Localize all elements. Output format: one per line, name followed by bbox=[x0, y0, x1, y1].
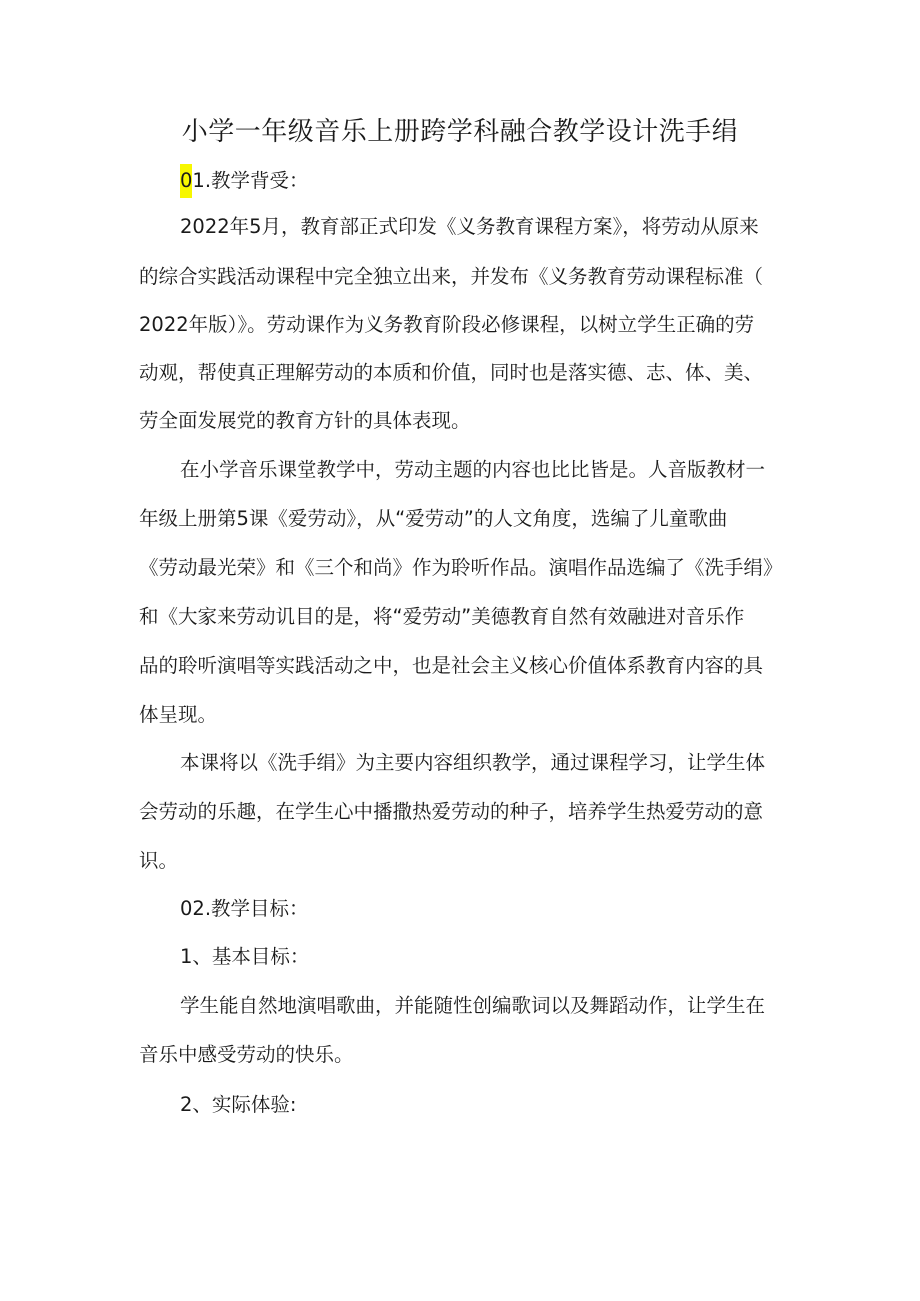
highlight-mark: 0 bbox=[180, 164, 192, 198]
heading-number: 1. bbox=[192, 169, 212, 192]
heading-text: 教学背受： bbox=[211, 169, 309, 192]
paragraph-line: 音乐中感受劳动的快乐。 bbox=[139, 1043, 354, 1066]
paragraph-line: 和《大家来劳动讥目的是，将“爱劳动”美德教育自然有效融进对音乐作 bbox=[139, 605, 745, 628]
paragraph-line: 年级上册第5课《爱劳动》，从“爱劳动”的人文角度，选编了儿童歌曲 bbox=[139, 507, 728, 530]
paragraph-line: 本课将以《洗手绢》为主要内容组织教学，通过课程学习，让学生体 bbox=[180, 751, 766, 774]
paragraph-line: 2022年版）》。劳动课作为义务教育阶段必修课程，以树立学生正确的劳 bbox=[139, 313, 755, 336]
paragraph-line: 会劳动的乐趣，在学生心中播撒热爱劳动的种子，培养学生热爱劳动的意 bbox=[139, 800, 764, 823]
paragraph-line: 品的聆听演唱等实践活动之中，也是社会主义核心价值体系教育内容的具 bbox=[139, 654, 764, 677]
subsection-heading: 1、基本目标： bbox=[180, 945, 310, 968]
paragraph-line: 2022年5月，教育部正式印发《义务教育课程方案》，将劳动从原来 bbox=[180, 215, 759, 238]
paragraph-line: 体呈现。 bbox=[139, 703, 218, 726]
paragraph-line: 的综合实践活动课程中完全独立出来，并发布《义务教育劳动课程标准（ bbox=[139, 265, 764, 288]
paragraph-line: 识。 bbox=[139, 849, 179, 872]
section-heading-01 bbox=[180, 166, 309, 196]
section-heading-02: 02.教学目标： bbox=[180, 897, 309, 920]
subsection-heading: 2、实际体验: bbox=[180, 1093, 297, 1116]
paragraph-line: 《劳动最光荣》和《三个和尚》作为聆听作品。演唱作品选编了《洗手绢》 bbox=[139, 556, 783, 579]
paragraph-line: 劳全面发展党的教育方针的具体表现。 bbox=[139, 409, 471, 432]
paragraph-line: 在小学音乐课堂教学中，劳动主题的内容也比比皆是。人音版教材一 bbox=[180, 458, 766, 481]
paragraph-line: 学生能自然地演唱歌曲，并能随性创编歌词以及舞蹈动作，让学生在 bbox=[180, 994, 766, 1017]
document-title: 小学一年级音乐上册跨学科融合教学设计洗手绢 bbox=[181, 117, 739, 147]
paragraph-line: 动观，帮使真正理解劳动的本质和价值，同时也是落实德、志、体、美、 bbox=[139, 361, 764, 384]
